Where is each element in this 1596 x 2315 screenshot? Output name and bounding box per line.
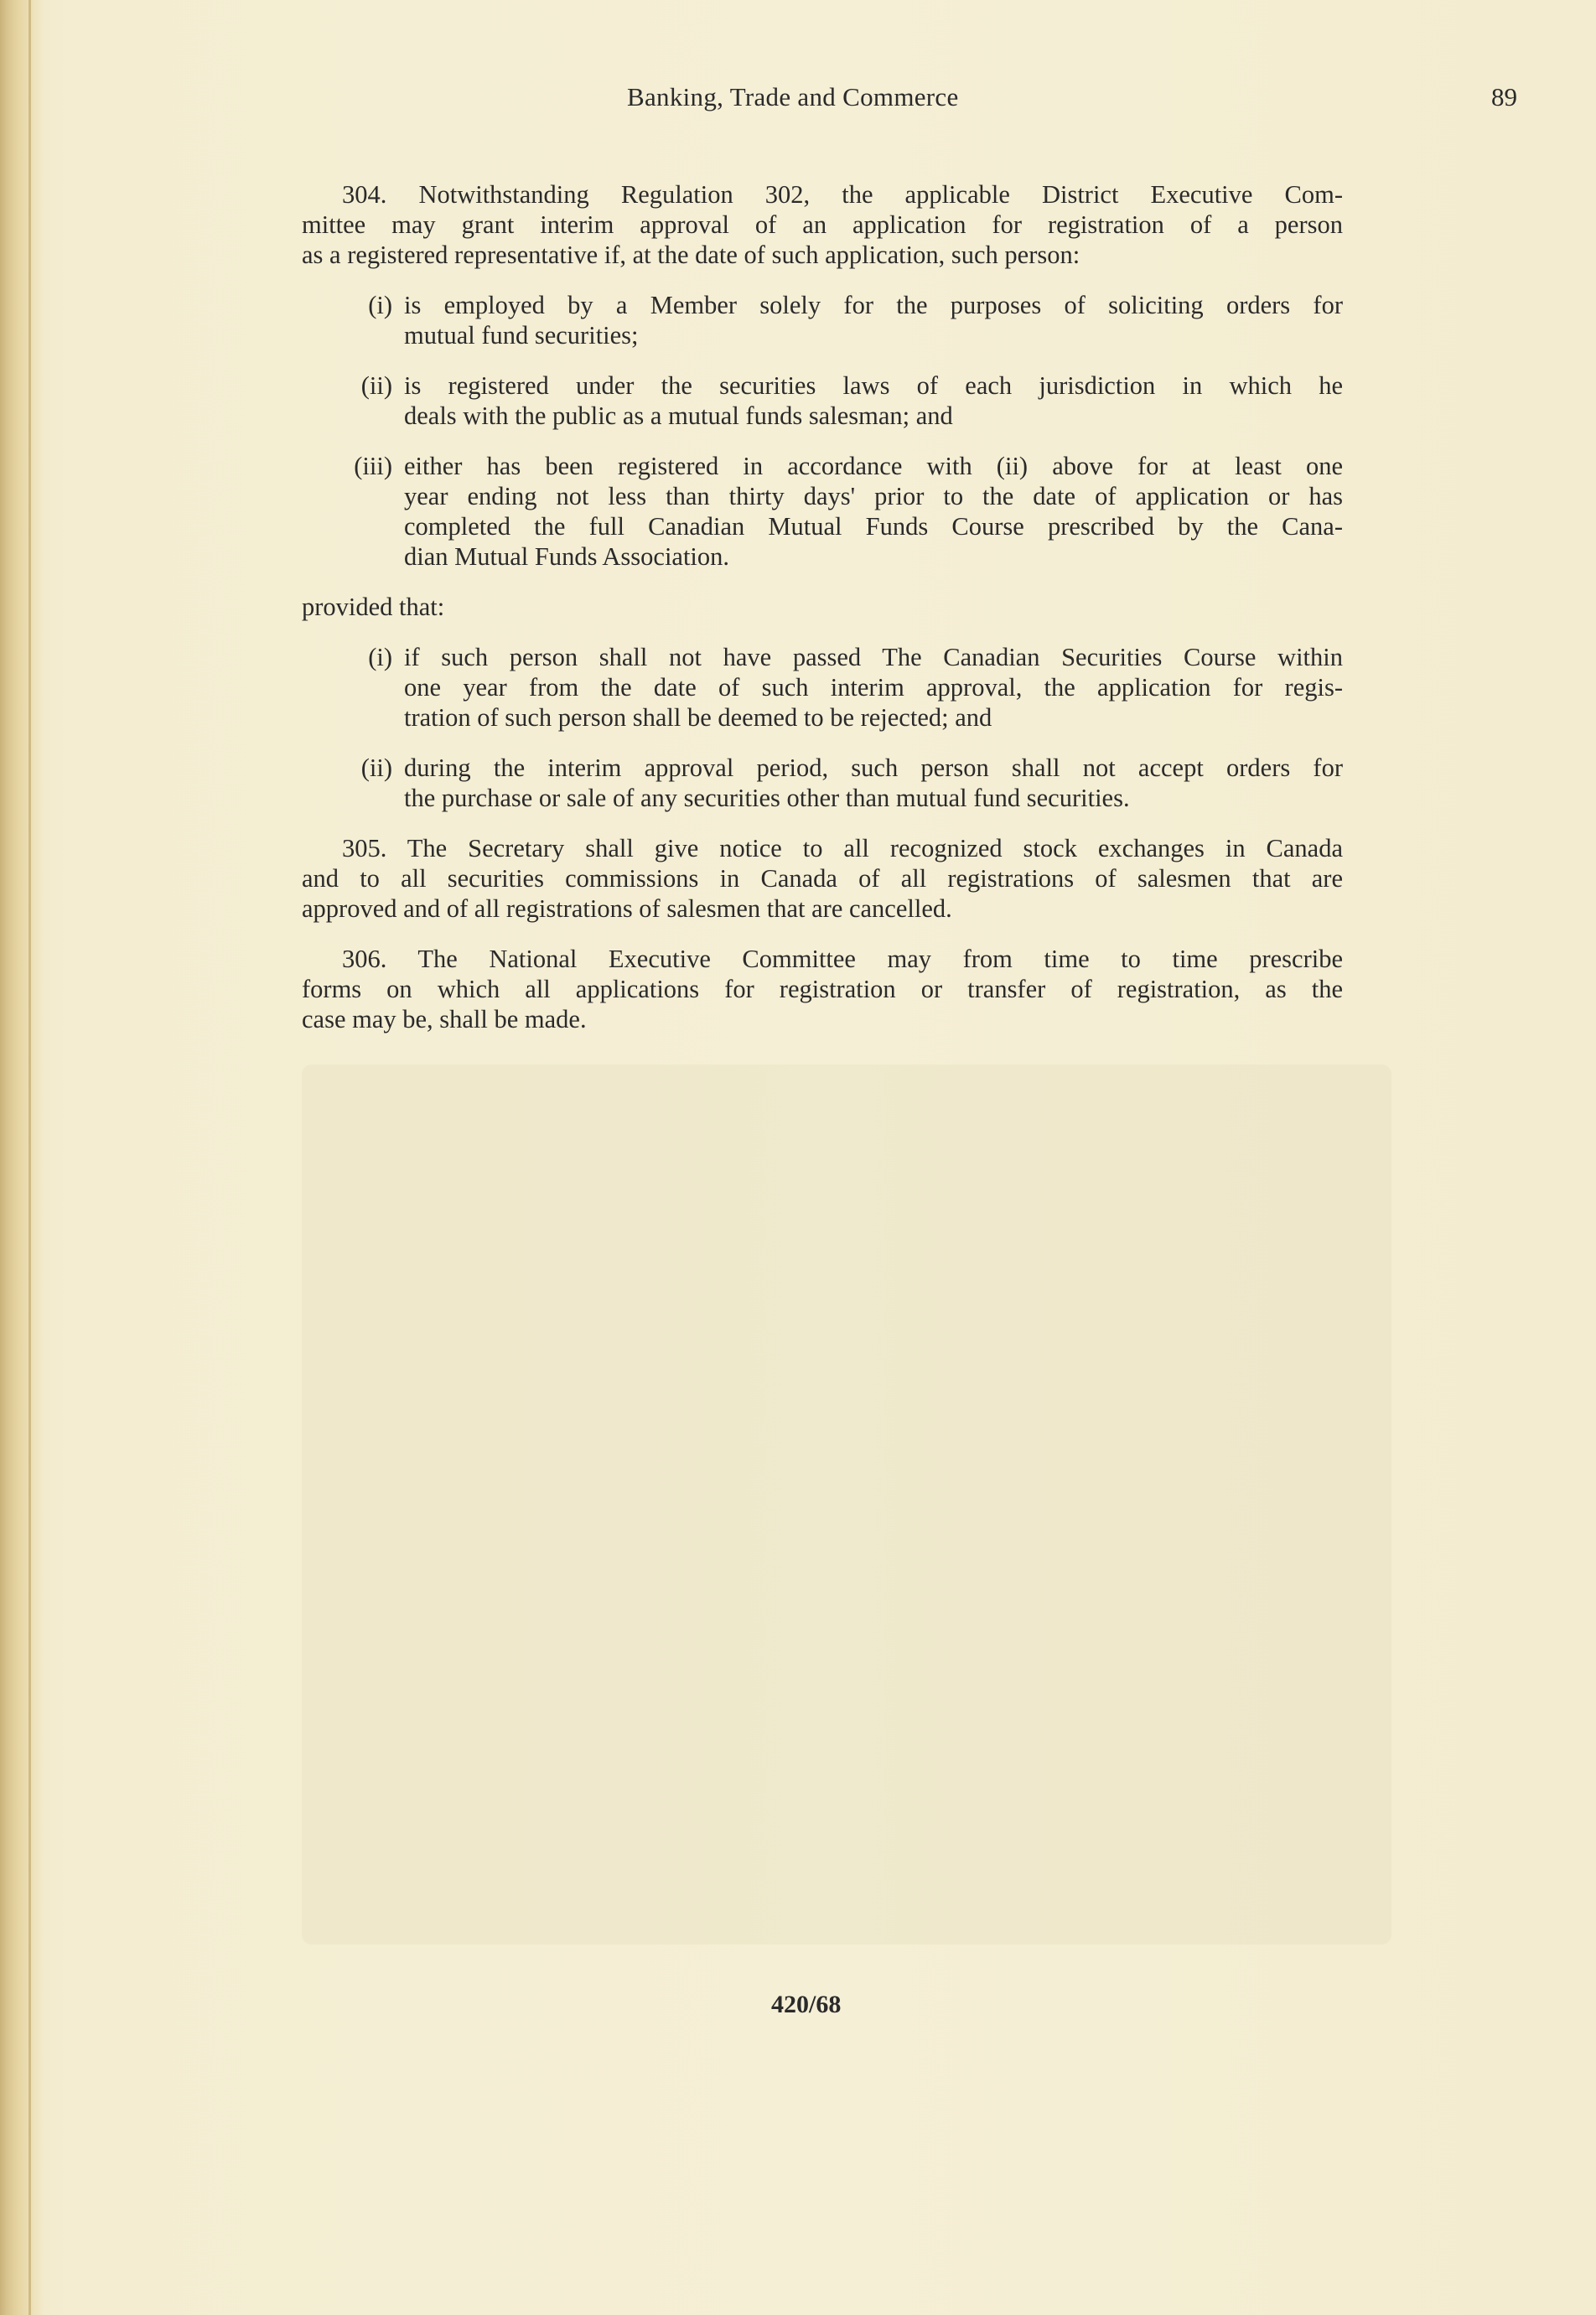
item-marker: (ii) — [360, 371, 392, 400]
page-number: 89 — [1491, 82, 1517, 111]
item-text — [404, 290, 1343, 350]
text-line: completed the full Canadian Mutual Funds Course prescribed by the Cana- — [404, 512, 1343, 541]
condition-item — [302, 451, 1343, 572]
show-through-shading — [302, 1064, 1391, 1945]
regulation-306 — [302, 944, 1343, 1034]
text-line: during the interim approval period, such person shall not accept orders for — [404, 754, 1343, 782]
running-head: Banking, Trade and Commerce — [627, 82, 959, 111]
main-text — [302, 179, 1343, 1054]
item-text — [404, 753, 1343, 813]
proviso-item — [302, 642, 1343, 733]
text-line: mutual fund securities; — [404, 321, 639, 350]
item-text — [404, 642, 1343, 733]
page-header — [302, 82, 1517, 116]
text-line: 304. Notwithstanding Regulation 302, the applicable District Executive Com- — [342, 180, 1343, 209]
proviso-item — [302, 753, 1343, 813]
item-text — [404, 451, 1343, 572]
text-line: dian Mutual Funds Association. — [404, 542, 730, 571]
text-line: mittee may grant interim approval of an application for registration of a person — [302, 210, 1343, 239]
regulation-305 — [302, 833, 1343, 924]
condition-item — [302, 370, 1343, 431]
text-line: as a registered representative if, at the date of such application, such person: — [302, 241, 1080, 269]
page-binding-line — [28, 0, 31, 2315]
text-line: 306. The National Executive Committee may from time to time prescribe — [342, 945, 1343, 973]
regulation-304-intro — [302, 179, 1343, 270]
text-line: either has been registered in accordance with (ii) above for at least one — [404, 452, 1343, 480]
page-binding-edge — [0, 0, 44, 2315]
text-line: deals with the public as a mutual funds salesman; and — [404, 401, 953, 430]
provided-that-label: provided that: — [302, 593, 445, 621]
item-marker: (ii) — [360, 754, 392, 782]
text-line: 305. The Secretary shall give notice to all recognized stock exchanges in Canada — [342, 834, 1343, 862]
text-line: case may be, shall be made. — [302, 1005, 587, 1033]
item-text — [404, 370, 1343, 431]
text-line: forms on which all applications for registration or transfer of registration, as the — [302, 975, 1343, 1003]
text-line: if such person shall not have passed The Canadian Securities Course within — [404, 643, 1343, 671]
text-line: approved and of all registrations of salesmen that are cancelled. — [302, 894, 952, 923]
item-marker: (iii) — [354, 452, 392, 480]
text-line: year ending not less than thirty days' prior to the date of application or has — [404, 482, 1343, 510]
text-line: one year from the date of such interim approval, the application for regis- — [404, 673, 1343, 702]
text-line: is employed by a Member solely for the purposes of soliciting orders for — [404, 291, 1343, 319]
item-marker: (i) — [368, 643, 392, 671]
text-line: the purchase or sale of any securities other than mutual fund securities. — [404, 784, 1130, 812]
text-line: tration of such person shall be deemed to be rejected; and — [404, 703, 992, 732]
text-line: is registered under the securities laws of each jurisdiction in which he — [404, 371, 1343, 400]
footer-code: 420/68 — [771, 1991, 842, 2018]
condition-item — [302, 290, 1343, 350]
item-marker: (i) — [368, 291, 392, 319]
text-line: and to all securities commissions in Canada of all registrations of salesmen that are — [302, 864, 1343, 893]
